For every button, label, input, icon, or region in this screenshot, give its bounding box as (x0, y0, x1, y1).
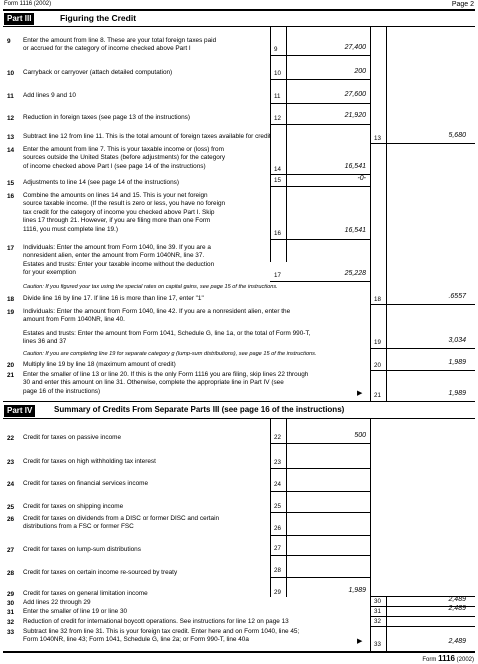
caution-lump-sum: Caution: If you are completing line 19 for separate category g (lump-sum distributions), see page 15 of the instructions. (23, 351, 317, 357)
part3-title: Figuring the Credit (60, 13, 137, 23)
line-17-value: 25,228 (344, 270, 366, 277)
arrow-icon: ▶ (357, 390, 363, 397)
line-number: 15 (7, 180, 15, 187)
line-number: 24 (7, 481, 15, 488)
line-text: Carryback or carryover (attach detailed computation) (23, 69, 173, 76)
line-text: Credit for taxes on dividends from a DISC or former DISC and certain distributions from a FSC or former FSC (23, 515, 220, 531)
box-number: 19 (374, 339, 381, 346)
line-10-value: 200 (354, 68, 366, 75)
line-30-value: 2,489 (448, 596, 466, 603)
line-text: Add lines 22 through 29 (23, 599, 91, 606)
line-text: Multiply line 19 by line 18 (maximum amount of credit) (23, 361, 176, 368)
box-number: 14 (274, 166, 281, 173)
line-19-value: 3,034 (448, 337, 466, 344)
line-text: Reduction in foreign taxes (see page 13 of the instructions) (23, 114, 190, 121)
line-text: Divide line 16 by line 17. If line 16 is more than line 17, enter "1" (23, 295, 204, 302)
line-text: Add lines 9 and 10 (23, 92, 76, 99)
line-22-value: 500 (354, 432, 366, 439)
line-number: 17 (7, 245, 15, 252)
line-15-value: -0- (357, 175, 366, 182)
box-number: 27 (274, 545, 281, 552)
footer-form (422, 654, 474, 663)
line-number: 26 (7, 516, 15, 523)
line-number: 29 (7, 591, 15, 598)
line-29-value: 1,989 (348, 587, 366, 594)
line-text: Individuals: Enter the amount from Form 1040, line 39. If you are a nonresident alien, enter the amount from Form 1040NR, line 37. Estates and trusts: Enter your taxable income without the deduction for your exemption (23, 244, 215, 277)
line-20-value: 1,989 (448, 359, 466, 366)
line-33-value: 2,489 (448, 638, 466, 645)
line-text: Credit for taxes on financial services income (23, 480, 149, 487)
line-number: 19 (7, 309, 15, 316)
box-number: 18 (374, 296, 381, 303)
line-text: Subtract line 32 from line 31. This is your foreign tax credit. Enter here and on Form 1040, line 45; Form 1040NR, line 43; Form 1041, Schedule G, line 2a; or Form 990-T, line 40a (23, 628, 300, 644)
footer-form-number: 1116 (438, 654, 455, 663)
part3-badge: Part III (4, 13, 34, 25)
line-number: 23 (7, 459, 15, 466)
box-number: 16 (274, 230, 281, 237)
box-number: 17 (274, 272, 281, 279)
line-12-value: 21,920 (344, 112, 366, 119)
box-number: 9 (274, 46, 278, 53)
box-number: 22 (274, 434, 281, 441)
box-number: 28 (274, 567, 281, 574)
part4-badge: Part IV (4, 405, 35, 417)
box-number: 13 (374, 135, 381, 142)
box-number: 31 (374, 608, 381, 615)
line-number: 33 (7, 629, 15, 636)
line-text: Combine the amounts on lines 14 and 15. This is your net foreign source taxable income. (If the result is zero or less, you have no foreign tax credit for the category of income you checked above Part I. Skip lines 17 through 21. However, if you are filing more than one Form 1116, you must complete line 19.) (23, 192, 226, 233)
line-number: 11 (7, 93, 14, 100)
line-text: Enter the amount from line 8. These are your total foreign taxes paid or accrued for the category of income checked above Part I (23, 37, 217, 53)
line-number: 9 (7, 38, 11, 45)
line-31-value: 2,489 (448, 605, 466, 612)
line-text: Enter the smaller of line 19 or line 30 (23, 608, 128, 615)
part4-title: Summary of Credits From Separate Parts III (see page 16 of the instructions) (54, 405, 345, 414)
line-number: 12 (7, 115, 15, 122)
line-number: 13 (7, 134, 15, 141)
line-number: 10 (7, 70, 15, 77)
line-14-value: 16,541 (344, 163, 366, 170)
form-id: Form 1116 (2002) (4, 1, 52, 7)
line-number: 22 (7, 435, 15, 442)
caution-capital-gains: Caution: If you figured your tax using the special rates on capital gains, see page 15 of the instructions. (23, 284, 278, 290)
line-21-value: 1,989 (448, 390, 466, 397)
box-number: 23 (274, 459, 281, 466)
line-number: 27 (7, 547, 15, 554)
line-number: 21 (7, 372, 15, 379)
box-number: 30 (374, 598, 381, 605)
box-number: 12 (274, 115, 281, 122)
part3-rule (3, 26, 475, 27)
line-text: Credit for taxes on lump-sum distributions (23, 546, 141, 553)
line-text: Reduction of credit for international boycott operations. See instructions for line 12 on page 13 (23, 618, 289, 625)
header-rule (3, 9, 475, 11)
box-number: 20 (374, 362, 381, 369)
line-9-value: 27,400 (344, 44, 366, 51)
line-text: Credit for taxes on passive income (23, 434, 122, 441)
line-number: 18 (7, 296, 15, 303)
line-11-value: 27,600 (344, 91, 366, 98)
line-text: Subtract line 12 from line 11. This is the total amount of foreign taxes available for credit (23, 133, 271, 140)
box-number: 32 (374, 618, 381, 625)
arrow-icon: ▶ (357, 638, 363, 645)
line-number: 14 (7, 147, 15, 154)
line-number: 32 (7, 619, 15, 626)
line-text: Credit for taxes on shipping income (23, 503, 124, 510)
box-number: 29 (274, 589, 281, 596)
line-18-value: .6557 (448, 293, 466, 300)
box-number: 15 (274, 177, 281, 184)
line-text: Enter the smaller of line 13 or line 20. If this is the only Form 1116 you are filing, skip lines 22 through 30 and enter this amount on line 31. Otherwise, complete the appropriate line in Part IV (see page 16 of the instructions) (23, 371, 309, 395)
box-number: 25 (274, 503, 281, 510)
box-number: 11 (274, 93, 281, 100)
line-text: Individuals: Enter the amount from Form 1040, line 42. If you are a nonresident alien, enter the amount from Form 1040NR, line 40. (23, 308, 291, 324)
line-number: 31 (7, 609, 15, 616)
line-16-value: 16,541 (344, 227, 366, 234)
line-text: Enter the amount from line 7. This is your taxable income or (loss) from sources outside the United States (before adjustments) for the category of income checked above Part I (see page 14 of the instructions) (23, 146, 226, 170)
line-number: 30 (7, 600, 15, 607)
line-text: Credit for taxes on certain income re-sourced by treaty (23, 569, 178, 576)
page-number: Page 2 (451, 1, 474, 8)
box-number: 26 (274, 525, 281, 532)
line-number: 20 (7, 362, 15, 369)
line-text-estates: Estates and trusts: Enter the amount from Form 1041, Schedule G, line 1a, or the total of Form 990-T, lines 36 and 37 (23, 330, 311, 346)
box-number: 24 (274, 481, 281, 488)
box-number: 33 (374, 641, 381, 648)
line-text: Credit for taxes on high withholding tax interest (23, 458, 156, 465)
box-number: 21 (374, 392, 381, 399)
line-text: Adjustments to line 14 (see page 14 of the instructions) (23, 179, 179, 186)
footer-year: (2002) (456, 657, 474, 663)
line-text: Credit for taxes on general limitation income (23, 590, 148, 597)
line-number: 28 (7, 570, 15, 577)
box-number: 10 (274, 70, 281, 77)
line-number: 25 (7, 504, 15, 511)
line-13-value: 5,680 (448, 132, 466, 139)
footer-form-label: Form (422, 657, 437, 663)
line-number: 16 (7, 193, 15, 200)
